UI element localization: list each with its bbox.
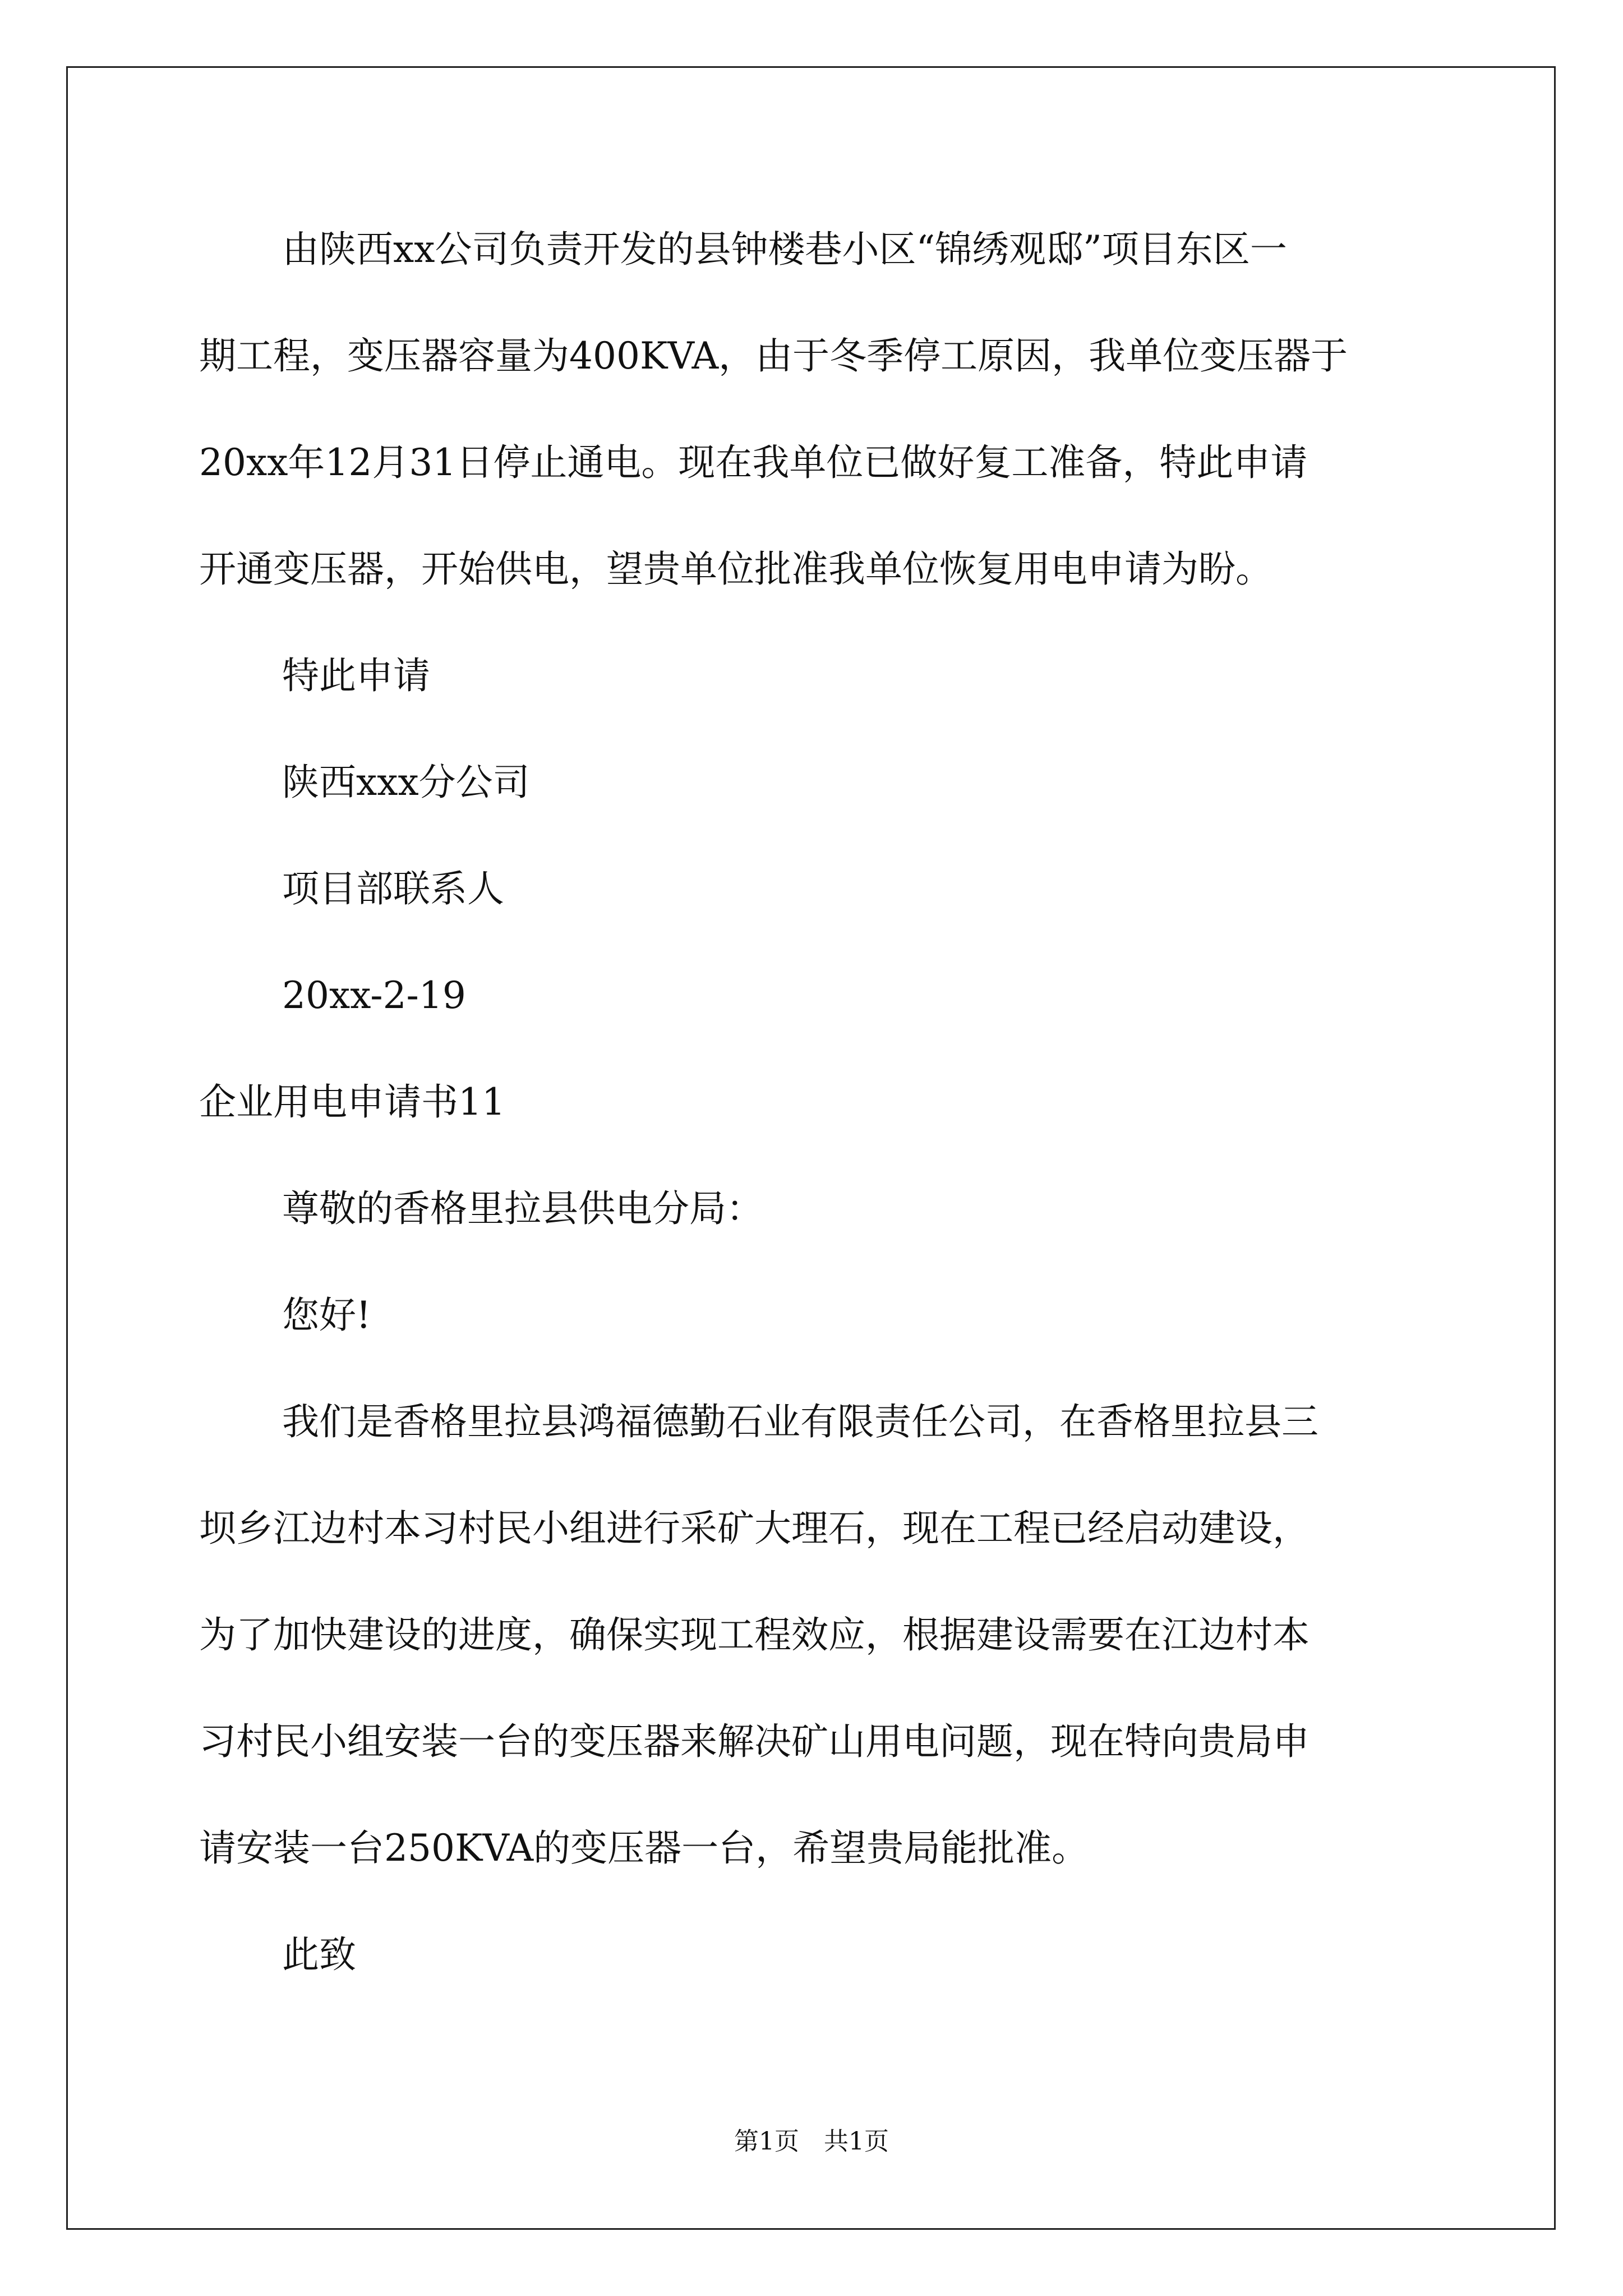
closing-line: 此致: [282, 1933, 356, 1976]
paragraph-line: 为了加快建设的进度，确保实现工程效应，根据建设需要在江边村本: [199, 1613, 1310, 1657]
paragraph-line: 请安装一台250KVA的变压器一台，希望贵局能批准。: [199, 1826, 1089, 1870]
page-border: [66, 66, 1556, 2230]
paragraph-line: 习村民小组安装一台的变压器来解决矿山用电问题，现在特向贵局申: [199, 1720, 1310, 1763]
page-footer: 第1页 共1页: [734, 2127, 889, 2156]
greeting: 您好!: [282, 1294, 371, 1337]
date-line: 20xx-2-19: [282, 974, 466, 1017]
paragraph-line: 期工程，变压器容量为400KVA，由于冬季停工原因，我单位变压器于: [199, 334, 1348, 378]
paragraph-line: 20xx年12月31日停止通电。现在我单位已做好复工准备，特此申请: [199, 441, 1308, 484]
company-name: 陕西xxx分公司: [282, 761, 530, 804]
paragraph-line: 由陕西xx公司负责开发的县钟楼巷小区“锦绣观邸”项目东区一: [282, 228, 1287, 271]
paragraph-line: 坝乡江边村本习村民小组进行采矿大理石，现在工程已经启动建设，: [199, 1507, 1310, 1550]
contact-line: 项目部联系人: [282, 867, 504, 910]
closing-line: 特此申请: [282, 654, 430, 697]
paragraph-line: 开通变压器，开始供电，望贵单位批准我单位恢复用电申请为盼。: [199, 547, 1272, 591]
paragraph-line: 我们是香格里拉县鸿福德勤石业有限责任公司，在香格里拉县三: [282, 1400, 1318, 1443]
section-title: 企业用电申请书11: [199, 1080, 505, 1124]
salutation: 尊敬的香格里拉县供电分局：: [282, 1187, 763, 1230]
